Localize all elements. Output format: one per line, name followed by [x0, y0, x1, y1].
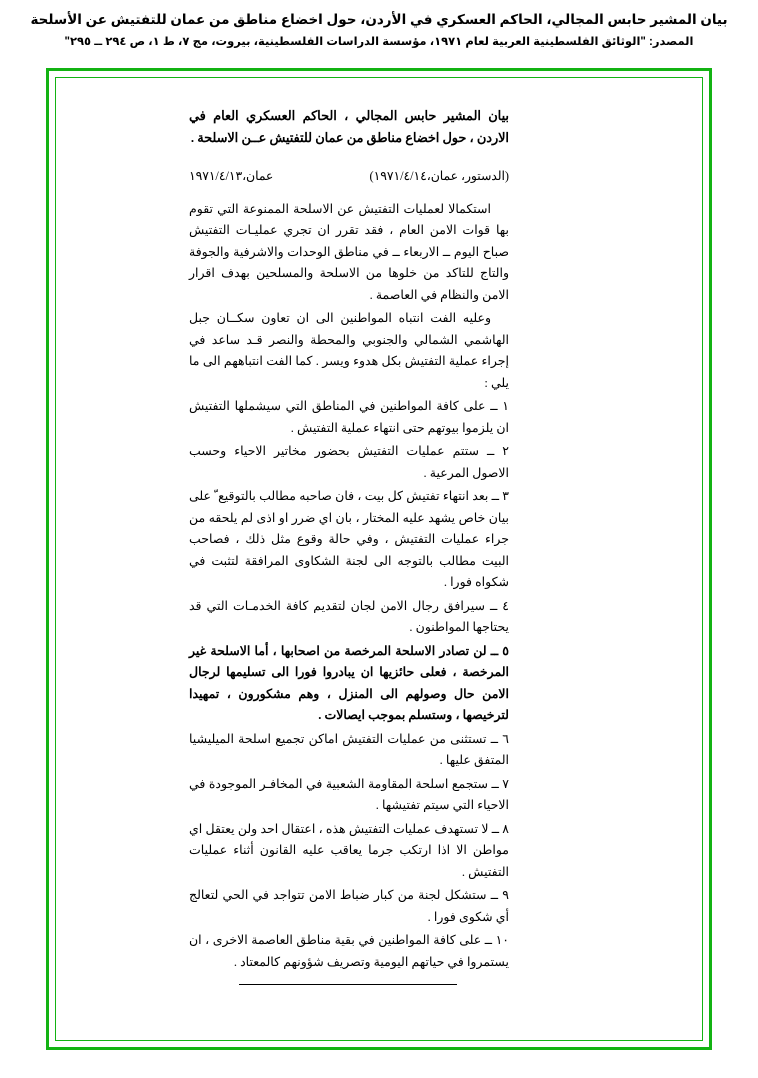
- green-border-frame: [46, 68, 712, 1050]
- paragraph: وعليه الفت انتباه المواطنين الى ان تعاون سكــان جبل الهاشمي الشمالي والجنوبي والمحطة والنصر قـد ساعد في إجراء عملية التفتيش بكل هدوء ويسر . كما الفت انتباههم الى ما يلي :: [189, 311, 509, 390]
- paragraph: ١ ــ على كافة المواطنين في المناطق التي سيشملها التفتيش ان يلزموا بيوتهم حتى انتهاء عملية التفتيش .: [189, 399, 509, 435]
- paragraph: ٧ ــ ستجمع اسلحة المقاومة الشعبية في المخافـر الموجودة في الاحياء التي سيتم تفتيشها .: [189, 776, 509, 813]
- paragraph: ٨ ــ لا تستهدف عمليات التفتيش هذه ، اعتقال احد ولن يعتقل اي مواطن الا اذا ارتكب جرما يعاقب عليه القانون أثناء عمليات التفتيش .: [189, 821, 509, 879]
- document-heading: بيان المشير حابس المجالي ، الحاكم العسكري العام في الاردن ، حول اخضاع مناطق من عمان للتفتيش عــن الاسلحة .: [189, 109, 509, 146]
- paragraph: ٥ ــ لن تصادر الاسلحة المرخصة من اصحابها ، أما الاسلحة غير المرخصة ، فعلى حائزيها ان يبادروا فورا الى تسليمها لرجال الامن حال وصولهم الى المنزل ، وهم مشكورون ، تمهيدا لترخيصها ، وستسلم بموجب ايصالات .: [189, 643, 509, 723]
- paragraph: ٢ ــ ستتم عمليات التفتيش بحضور مخاتير الاحياء وحسب الاصول المرعية .: [189, 444, 509, 480]
- end-rule: [239, 984, 457, 985]
- document-header-source: المصدر: "الوثائق الفلسطينية العربية لعام ١٩٧١، مؤسسة الدراسات الفلسطينية، بيروت، مج ٧، ط ١، ص ٢٩٤ ــ ٢٩٥": [64, 36, 694, 49]
- paragraph: ٣ ــ بعد انتهاء تفتيش كل بيت ، فان صاحبه مطالب بالتوقيع ّ على بيان خاص يشهد عليه المختار ، بان اي ضرر او اذى لم يلحقه من جراء عمليات التفتيش ، وفي حالة وقوع مثل ذلك ، فصاحب البيت مطالب بالتوجه الى لجنة الشكاوى المرافقة لتثبت في شكواه فورا .: [189, 489, 509, 590]
- paragraph: ٩ ــ ستشكل لجنة من كبار ضباط الامن تتواجد في الحي لتعالج أي شكوى فورا .: [189, 888, 509, 924]
- paragraph: استكمالا لعمليات التفتيش عن الاسلحة الممنوعة التي تقوم بها قوات الامن العام ، فقد تقرر ان تجري عمليـات التفتيش صباح اليوم ــ الاربعاء ــ في مناطق الوحدات والاشرفية والجوفة والتاج للتاكد من خلوها من الاسلحة والمسلحين بهدف اقرار الامن والنظام في العاصمة .: [189, 201, 509, 302]
- paragraph: ١٠ ــ على كافة المواطنين في بقية مناطق العاصمة الاخرى ، ان يستمروا في حياتهم اليومية وتصريف شؤونهم كالمعتاد .: [189, 933, 509, 969]
- paragraph: ٦ ــ تستثنى من عمليات التفتيش اماكن تجميع اسلحة الميليشيا المتفق عليها .: [189, 731, 509, 768]
- dateline-citation: (الدستور، عمان،١٩٧١/٤/١٤): [369, 168, 509, 183]
- document-body: [189, 105, 509, 975]
- dateline-place-date: عمان،١٩٧١/٤/١٣: [189, 168, 274, 183]
- paragraph: ٤ ــ سيرافق رجال الامن لجان لتقديم كافة الخدمـات التي قد يحتاجها المواطنون .: [189, 598, 509, 635]
- document-header: [0, 10, 758, 52]
- document-header-title: بيان المشير حابس المجالي، الحاكم العسكري في الأردن، حول اخضاع مناطق من عمان للتفتيش عن الأسلحة: [30, 12, 728, 27]
- dateline: [189, 166, 509, 187]
